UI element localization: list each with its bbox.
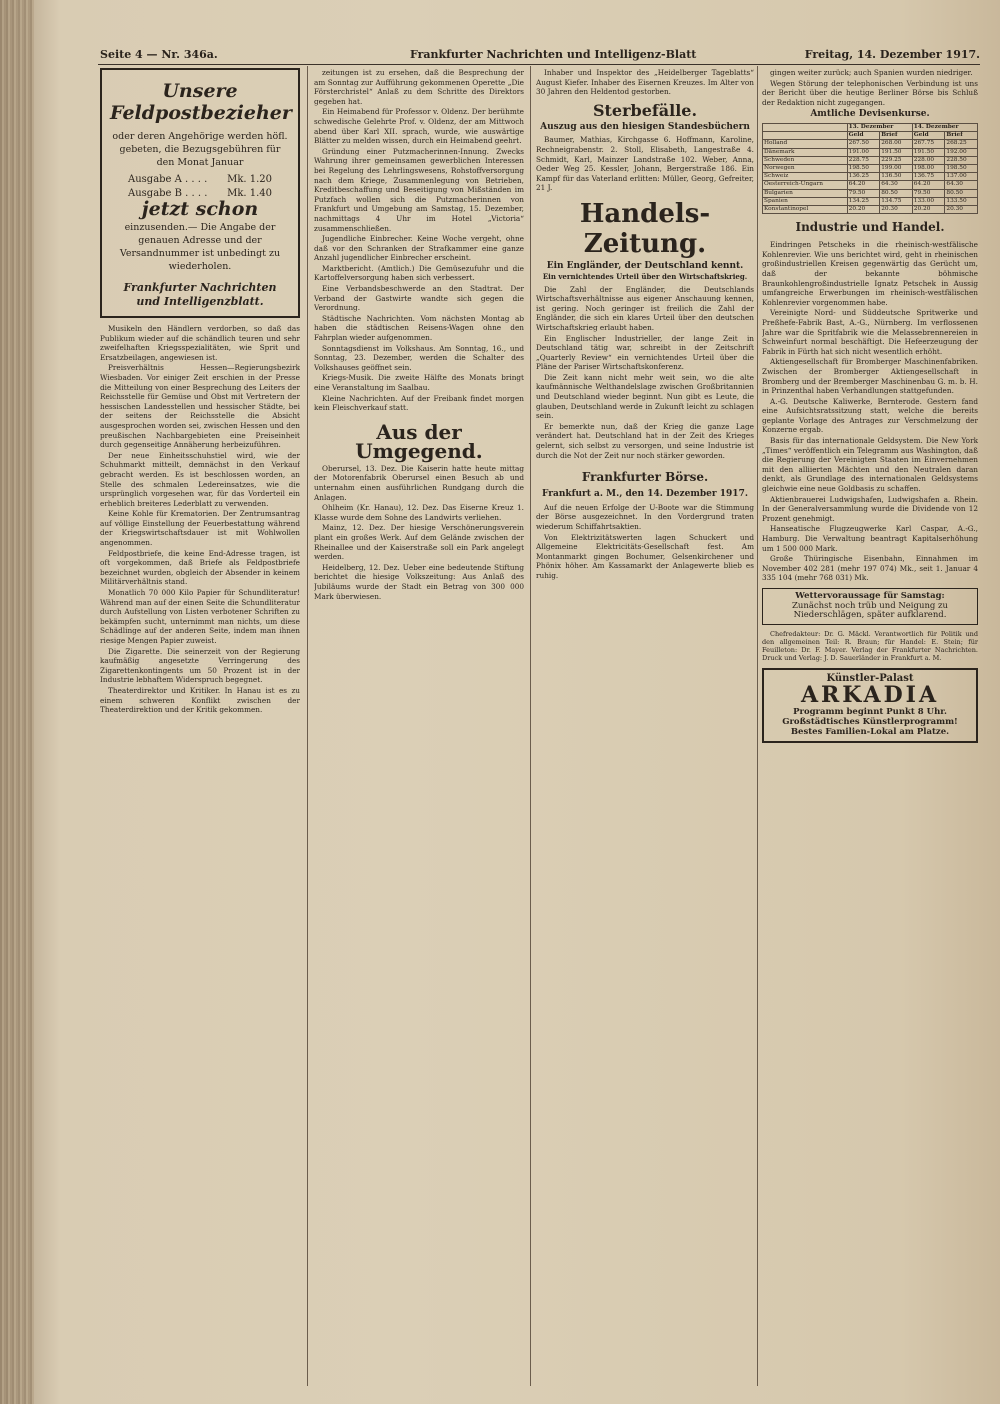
fx-cell-place: Oesterreich-Ungarn	[763, 181, 848, 189]
article-paragraph: Ein Heimabend für Professor v. Oldenz. Der berühmte schwedische Gelehrte Prof. v. Oldenz, der am Mittwoch abend über Karl XII. sprach, wurde, wie auswärtige Blätter zu melden wissen, durch ein Heimabend geehrt.	[314, 107, 524, 146]
fx-row	[763, 140, 978, 148]
notice-now: jetzt schon	[141, 198, 259, 220]
article-paragraph: gingen weiter zurück; auch Spanien wurden niedriger.	[770, 68, 973, 77]
fx-cell-place: Konstantinopel	[763, 206, 848, 214]
fx-table	[762, 123, 978, 214]
fx-cell-g1: 134.25	[847, 197, 880, 205]
column-divider	[307, 66, 308, 1386]
section-title-sterbefaelle: Sterbefälle.	[592, 100, 698, 120]
article-paragraph: Er bemerkte nun, daß der Krieg die ganze Lage verändert hat. Deutschland hat in der Zeit des Krieges gelernt, sich selbst zu versorgen, und seine Industrie ist durch die Not der Zeit nur noch stärker geworden.	[536, 421, 754, 460]
article-paragraph: Preisverhältnis Hessen—Regierungsbezirk Wiesbaden. Vor einiger Zeit erschien in der Presse die Mitteilung von einer Besprechung des Leiters der Reichsstelle für Gemüse und Obst mit Vertretern der hessischen Landesstellen und hessischer Städte, bei der seitens der Reichsstelle die Absicht ausgesprochen worden sei, zwischen Hessen und den preußischen Nachbargebieten eine Preiseinheit durch gegenseitige Annäherung herbeizuführen.	[100, 363, 300, 450]
fx-row	[763, 156, 978, 164]
fx-cell-b2: 228.50	[945, 156, 978, 164]
fx-cell-g2: 79.50	[912, 189, 945, 197]
article-paragraph: Auf die neuen Erfolge der U-Boote war die Stimmung der Börse ausgezeichnet. In den Vordergrund traten wiederum Schiffahrtsaktien.	[536, 502, 754, 531]
fx-table-body	[763, 140, 978, 214]
notice-title-1: Unsere	[162, 80, 238, 102]
fx-cell-g2: 198.00	[912, 164, 945, 172]
ad-line-4: Großstädtisches Künstlerprogramm!	[782, 717, 958, 728]
fx-cell-b2: 137.00	[945, 173, 978, 181]
article-paragraph: Jugendliche Einbrecher. Keine Woche vergeht, ohne daß vor den Schranken der Strafkammer eine ganze Anzahl jugendlicher Einbrecher erscheint.	[314, 234, 524, 263]
publisher-name	[110, 281, 290, 309]
fx-row	[763, 189, 978, 197]
sterbefaelle-subtitle: Auszug aus den hiesigen Standesbüchern	[540, 121, 750, 132]
fx-cell-place: Holland	[763, 140, 848, 148]
newspaper-name: Frankfurter Nachrichten und Intelligenz-Blatt	[410, 48, 697, 61]
fx-table-title: Amtliche Devisenkurse.	[810, 109, 930, 120]
article-paragraph: Monatlich 70 000 Kilo Papier für Schundliteratur! Während man auf der einen Seite die Schundliteratur durch Aufstellung von Listen verbotener Schriften zu bekämpfen sucht, unternimmt man nichts, um diese Schädlinge auf der anderen Seite, indem man ihnen riesige Mengen Papier zuweist.	[100, 588, 300, 645]
fx-cell-g2: 136.75	[912, 173, 945, 181]
subscription-notice	[100, 68, 300, 318]
article-paragraph: Vereinigte Nord- und Süddeutsche Spritwerke und Preßhefe-Fabrik Bast, A.-G., Nürnberg. Im verflossenen Jahre war die Spritfabrik wie die Melassebrennereien in Schweinfurt normal beschäftigt. Die Hefeerzeugung der Fabrik in Fürth hat sich nicht wesentlich erhöht.	[762, 308, 978, 356]
section-title-industrie: Industrie und Handel.	[795, 220, 945, 235]
sterbefaelle-text: Baumer, Mathias, Kirchgasse 6. Hoffmann, Karoline, Rechneigrabenstr. 2. Stoll, Elisabeth, Langestraße 4. Schmidt, Karl, Mainzer Landstraße 102. Weber, Anna, Oeder Weg 25. Kessler, Johann, Bergerstraße 186. Ein Kampf für das Vaterland erlitten: Müller, Georg, Gefreiter, 21 J.	[536, 135, 754, 193]
fx-cell-g2: 20.20	[912, 206, 945, 214]
article-paragraph: Sonntagsdienst im Volkshaus. Am Sonntag, 16., und Sonntag, 23. Dezember, werden die Schalter des Volkshauses geöffnet sein.	[314, 343, 524, 372]
notice-text-2: einzusenden.— Die Angabe der genauen Adresse und der Versandnummer ist unbedingt zu wiederholen.	[119, 221, 281, 272]
article-paragraph: Basis für das internationale Geldsystem. Die New York „Times“ veröffentlich ein Telegramm aus Washington, daß die Regierung der Vereinigten Staaten im Einvernehmen mit den alliierten Mächten und den Neutralen daran denkt, als Grundlage des internationalen Geldsystems gleichwie eine neue Goldbasis zu schaffen.	[762, 436, 978, 494]
fx-cell-b2: 64.30	[945, 181, 978, 189]
article-paragraph: Marktbericht. (Amtlich.) Die Gemüsezufuhr und die Kartoffelversorgung haben sich verbessert.	[314, 263, 524, 283]
fx-cell-g1: 136.25	[847, 173, 880, 181]
article-paragraph: Theaterdirektor und Kritiker. In Hanau ist es zu einem schweren Konflikt zwischen der Theaterdirektion und der Kritik gekommen.	[100, 685, 300, 715]
fx-cell-g2: 133.00	[912, 197, 945, 205]
fx-cell-g2: 64.20	[912, 181, 945, 189]
article-paragraph: Oberursel, 13. Dez. Die Kaiserin hatte heute mittag der Motorenfabrik Oberursel einen Besuch ab und unternahm einen ausführlichen Rundgang durch die Anlagen.	[314, 463, 524, 502]
section-title-boerse: Frankfurter Börse.	[581, 470, 709, 485]
fx-cell-place: Schweiz	[763, 173, 848, 181]
column-divider	[530, 66, 531, 1386]
article-paragraph: Feldpostbriefe, die keine End-Adresse tragen, ist oft vorgekommen, daß Briefe als Feldpostbriefe bezeichnet wurden, obgleich der Absender in keinem Militärverhältnis stand.	[100, 548, 300, 587]
fx-cell-place: Norwegen	[763, 164, 848, 172]
fx-cell-g1: 20.20	[847, 206, 880, 214]
weather-title: Wettervoraussage für Samstag:	[795, 590, 945, 601]
article-paragraph: Hanseatische Flugzeugwerke Karl Caspar, A.-G., Hamburg. Die Verwaltung beantragt Kapitalserhöhung um 1 500 000 Mark.	[762, 524, 978, 553]
header-rule	[98, 64, 980, 65]
article-paragraph: Städtische Nachrichten. Vom nächsten Montag ab haben die städtischen Reisens-Wagen ohne den Fahrplan wieder aufgenommen.	[314, 313, 524, 343]
fx-cell-b2: 20.30	[945, 206, 978, 214]
ad-line-1: Künstler-Palast	[826, 672, 914, 684]
boerse-date: Frankfurt a. M., den 14. Dezember 1917.	[542, 489, 748, 500]
fx-cell-b1: 229.25	[880, 156, 913, 164]
article-paragraph: Musikeln den Händlern verdorben, so daß das Publikum wieder auf die schändlich teuren und sehr zweifelhaften Kriegsspezialitäten, wie Sprit und Ersatzbeilagen, angewiesen ist.	[100, 324, 300, 362]
fx-head-blank	[763, 132, 848, 140]
article-paragraph: Von Elektrizitätswerten lagen Schuckert und Allgemeine Elektricitäts-Gesellschaft fest. Am Montanmarkt gingen Bochumer, Gelsenkirchener und Phönix höher. Am Kassamarkt der Anlagewerte blieb es ruhig.	[536, 532, 754, 580]
ad-line-5: Bestes Familien-Lokal am Platze.	[790, 727, 950, 738]
fx-row	[763, 206, 978, 214]
fx-cell-b1: 64.30	[880, 181, 913, 189]
article-paragraph: Aktiengesellschaft für Bromberger Maschinenfabriken. Zwischen der Bromberger Aktiengesellschaft in Bromberg und der Bremberger Maschinenbau G. m. b. H. in Prinzenthal haben Verhandlungen stattgefunden.	[762, 357, 978, 396]
article-paragraph: Ohlheim (Kr. Hanau), 12. Dez. Das Eiserne Kreuz 1. Klasse wurde dem Sohne des Landwirts verliehen.	[314, 503, 524, 522]
column-4	[762, 68, 978, 1384]
price-row-a	[128, 173, 272, 187]
section-title-umgegend: Aus der Umgegend.	[355, 419, 483, 463]
fx-cell-b2: 192.00	[945, 148, 978, 156]
article-paragraph: Ein Englischer Industrieller, der lange Zeit in Deutschland tätig war, schreibt in der Zeitschrift „Quarterly Review“ ein vernichtendes Urteil über die Pläne der Pariser Wirtschaftskonferenz.	[536, 333, 754, 372]
weather-text: Zunächst noch trüb und Neigung zu Niederschlägen, später aufklarend.	[791, 600, 949, 621]
fx-cell-b2: 133.50	[945, 197, 978, 205]
fx-row	[763, 164, 978, 172]
fx-row	[763, 197, 978, 205]
article-paragraph: Aktienbrauerei Ludwigshafen, Ludwigshafen a. Rhein. In der Generalversammlung wurde die Dividende von 12 Prozent genehmigt.	[762, 494, 978, 523]
column-2	[314, 68, 524, 1384]
fx-cell-b1: 268.00	[880, 140, 913, 148]
column-1	[100, 68, 300, 1378]
page-header	[100, 48, 980, 64]
fx-cell-g1: 198.50	[847, 164, 880, 172]
publisher-line-1: Frankfurter Nachrichten	[123, 280, 277, 294]
price-list	[128, 173, 272, 201]
weather-forecast	[762, 588, 978, 625]
fx-row	[763, 181, 978, 189]
arkadia-advertisement	[762, 668, 978, 744]
article-paragraph: Keine Kohle für Krematorien. Der Zentrumsantrag auf völlige Einstellung der Feuerbestattung während der Kriegswirtschaftsdauer ist mit Wohlwollen angenommen.	[100, 509, 300, 548]
fx-cell-g1: 79.50	[847, 189, 880, 197]
fx-head-geld: Geld	[847, 132, 880, 140]
price-a: Mk. 1.20	[227, 174, 272, 185]
article-paragraph: zeitungen ist zu ersehen, daß die Besprechung der am Sonntag zur Aufführung gekommenen Operette „Die Försterchristel“ Anlaß zu dem Schritte des Direktors gegeben hat.	[314, 68, 524, 106]
article-paragraph: Gründung einer Putzmacherinnen-Innung. Zwecks Wahrung ihrer gemeinsamen gewerblichen Interessen bei Regelung des Lehrlingswesens, Rohstoffversorgung nach dem Kriege, Zusammenlegung von Betrieben, Kreditbeschaffung und Beseitigung von Mißständen im Putzfach wollen sich die Putzmacherinnen von Frankfurt und Umgebung am Samstag, 15. Dezember, nachmittags 4 Uhr im Hotel „Victoria“ zusammenschließen.	[314, 146, 524, 233]
price-b: Mk. 1.40	[227, 188, 272, 199]
handels-subtitle: Ein Engländer, der Deutschland kennt.	[546, 260, 744, 271]
fx-head-brief: Brief	[880, 132, 913, 140]
fx-cell-g1: 191.00	[847, 148, 880, 156]
fx-head-place	[763, 123, 848, 131]
article-paragraph: Eindringen Petscheks in die rheinisch-westfälische Kohlenrevier. Wie uns berichtet wird, geht in rheinischen großindustriellen Kreisen gegenwärtig das Gerücht um, daß der bekannte böhmische Braunkohlengroßindustrielle Ignatz Petschek in Aussig umfangreiche Erwerbungen im rheinisch-westfälischen Kohlenrevier vorgenommen habe.	[762, 240, 978, 307]
notice-text-1: oder deren Angehörige werden höfl. gebeten, die Bezugsgebühren für den Monat Januar	[112, 131, 288, 168]
edition-a: Ausgabe A . . . .	[128, 174, 208, 185]
fx-cell-b1: 20.30	[880, 206, 913, 214]
fx-cell-b2: 80.50	[945, 189, 978, 197]
column-3	[536, 68, 754, 1384]
fx-cell-g1: 267.50	[847, 140, 880, 148]
article-paragraph: Heidelberg, 12. Dez. Ueber eine bedeutende Stiftung berichtet die hiesige Volkszeitung: Aus Anlaß des Jubiläums wurde der Stadt ein Betrag von 300 000 Mark überwiesen.	[314, 562, 524, 601]
fx-cell-b1: 80.50	[880, 189, 913, 197]
fx-cell-b1: 136.50	[880, 173, 913, 181]
article-paragraph: Mainz, 12. Dez. Der hiesige Verschönerungsverein plant ein großes Werk. Auf dem Gelände zwischen der Rheinallee und der Kaiserstraße soll ein Park angelegt werden.	[314, 523, 524, 562]
handels-subtitle-2: Ein vernichtendes Urteil über den Wirtschaftskrieg.	[542, 271, 748, 281]
imprint: Chefredakteur: Dr. G. Mäckl. Verantwortlich für Politik und den allgemeinen Teil: R. Braun; für Handel: E. Stein; für Feuilleton: Dr. F. Mayer. Verlag der Frankfurter Nachrichten. Druck und Verlag: J. D. Sauerländer in Frankfurt a. M.	[762, 629, 978, 662]
article-paragraph: Kleine Nachrichten. Auf der Freibank findet morgen kein Fleischverkauf statt.	[314, 393, 524, 413]
column-divider	[757, 66, 758, 1386]
fx-row	[763, 173, 978, 181]
fx-cell-g1: 64.20	[847, 181, 880, 189]
article-paragraph: A.-G. Deutsche Kaliwerke, Bernterode. Gestern fand eine Aufsichtsratssitzung statt, welche die bereits geplante Vorlage des Antrages zur Verschmelzung der Konzerne ergab.	[762, 396, 978, 435]
fx-cell-place: Bulgarien	[763, 189, 848, 197]
book-spine	[0, 0, 34, 1404]
fx-cell-b2: 198.50	[945, 164, 978, 172]
fx-cell-b1: 191.50	[880, 148, 913, 156]
fx-head-date-2: 14. Dezember	[912, 123, 977, 131]
article-paragraph: Der neue Einheitsschuhstiel wird, wie der Schuhmarkt mitteilt, demnächst in den Verkauf gebracht werden. Es ist beschlossen worden, an Stelle des schmalen Ledereinsatzes, wie die ursprünglich vorgesehen war, für das Vorderteil ein erheblich breiteres Lederblatt zu verwenden.	[100, 450, 300, 508]
fx-cell-g2: 191.50	[912, 148, 945, 156]
fx-cell-g1: 228.75	[847, 156, 880, 164]
fx-cell-b1: 199.00	[880, 164, 913, 172]
section-title-handels: Handels-Zeitung.	[579, 198, 711, 259]
article-paragraph: Kriegs-Musik. Die zweite Hälfte des Monats bringt eine Veranstaltung im Saalbau.	[314, 373, 524, 392]
article-paragraph: Inhaber und Inspektor des „Heidelberger Tageblatts“ August Kiefer. Inhaber des Eisernen Kreuzes. Im Alter von 30 Jahren den Heldentod gestorben.	[536, 68, 754, 97]
fx-cell-place: Spanien	[763, 197, 848, 205]
article-paragraph: Die Zeit kann nicht mehr weit sein, wo die alte kaufmännische Welthandelslage zwischen Großbritannien und Deutschland wieder beginnt. Nun gibt es Leute, die glauben, Deutschland werde in Zukunft leicht zu schlagen sein.	[536, 372, 754, 421]
page-number: Seite 4 — Nr. 346a.	[100, 48, 218, 61]
fx-head-brief: Brief	[945, 132, 978, 140]
publisher-line-2: und Intelligenzblatt.	[136, 294, 264, 308]
notice-title-2: Feldpostbezieher	[110, 102, 292, 124]
fx-cell-g2: 267.75	[912, 140, 945, 148]
fx-cell-place: Schweden	[763, 156, 848, 164]
article-paragraph: Eine Verbandsbeschwerde an den Stadtrat. Der Verband der Gastwirte wandte sich gegen die Verordnung.	[314, 284, 524, 313]
issue-date: Freitag, 14. Dezember 1917.	[804, 48, 980, 61]
article-paragraph: Die Zahl der Engländer, die Deutschlands Wirtschaftsverhältnisse aus eigener Anschauung kennen, ist gering. Noch geringer ist freilich die Zahl der Engländer, die sich ein klares Urteil über den deutschen Wirtschaftskrieg erlaubt haben.	[536, 284, 754, 332]
fx-head-geld: Geld	[912, 132, 945, 140]
fx-row	[763, 148, 978, 156]
ad-line-3: Programm beginnt Punkt 8 Uhr.	[793, 707, 947, 718]
fx-cell-g2: 228.00	[912, 156, 945, 164]
fx-head-date-1: 13. Dezember	[847, 123, 912, 131]
article-paragraph: Wegen Störung der telephonischen Verbindung ist uns der Bericht über die heutige Berliner Börse bis Schluß der Redaktion nicht zugegangen.	[762, 78, 978, 107]
fx-cell-b2: 268.25	[945, 140, 978, 148]
fx-cell-place: Dänemark	[763, 148, 848, 156]
edition-b: Ausgabe B . . . .	[128, 188, 208, 199]
ad-line-2: ARKADIA	[800, 682, 940, 709]
article-paragraph: Große Thüringische Eisenbahn, Einnahmen im November 402 281 (mehr 197 074) Mk., seit 1. Januar 4 335 104 (mehr 768 031) Mk.	[762, 554, 978, 583]
fx-cell-b1: 134.75	[880, 197, 913, 205]
article-paragraph: Die Zigarette. Die seinerzeit von der Regierung kaufmäßig angesetzte Verringerung des Zigarettenkontingents um 50 Prozent ist in der Industrie lebhaftem Widerspruch begegnet.	[100, 646, 300, 685]
